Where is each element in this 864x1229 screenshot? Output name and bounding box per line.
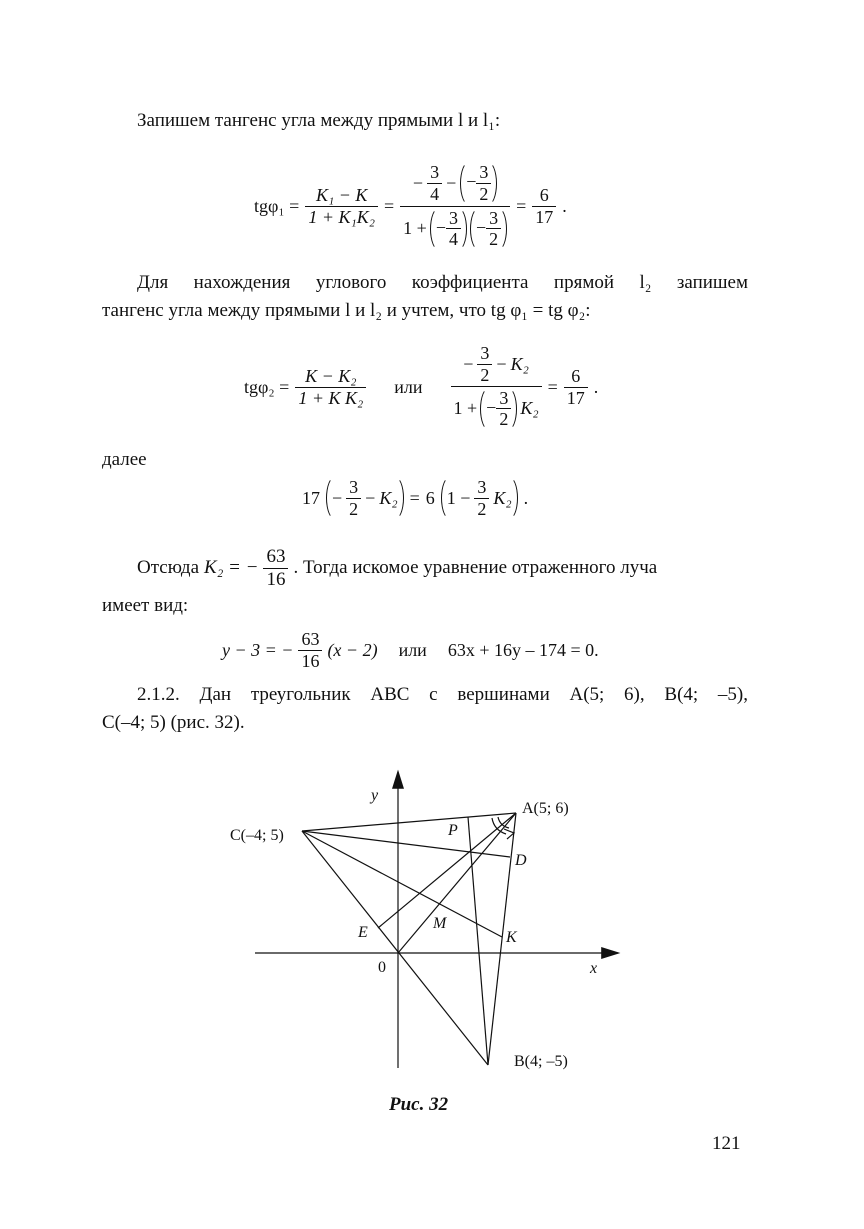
paragraph-2-line-1-text: Для нахождения углового коэффициента прямой l₂ запишем bbox=[137, 272, 748, 293]
equation-3: 17 − $\frac{3}{2}$ − K₂ = 6 1 − $\frac{3}{2}$ K₂ . bbox=[302, 476, 529, 519]
eq1-lhs: tgφ₁ = bbox=[254, 195, 300, 216]
eq4-num: 63 bbox=[301, 628, 320, 649]
equation-1: tgφ₁ = $\frac{\text{K₁ − K}}{\text{1 + K₁K₂}}$ = − $\frac{3}{4}$ − − $\frac{3}{2}$ 1 + − $\frac{3}{4}$ − $\frac{3}{2}$ = $\frac{6}{17}$ . bbox=[254, 162, 567, 250]
paragraph-4-line-2-text: C(–4; 5) (рис. 32). bbox=[102, 712, 245, 733]
paragraph-3-den: 16 bbox=[266, 568, 286, 590]
paragraph-4-line-1-text: 2.1.2. Дан треугольник ABC с вершинами A(5; 6), B(4; –5), bbox=[137, 684, 748, 705]
eq4-ili: или bbox=[398, 639, 427, 660]
label-d: D bbox=[515, 852, 527, 869]
label-origin: 0 bbox=[378, 959, 386, 976]
eq1-b-num: 3 bbox=[479, 162, 489, 183]
eq1-result-den: 17 bbox=[535, 206, 554, 227]
eq4-rhs: (x − 2) bbox=[327, 639, 378, 660]
side-cb bbox=[302, 831, 488, 1065]
eq2-lhs: tgφ₂ = bbox=[244, 376, 290, 397]
dalee-label: далее bbox=[102, 449, 147, 470]
eq2-big-fraction: − $\frac{3}{2}$ − K₂ 1 + − $\frac{3}{2}$ K₂ bbox=[451, 343, 542, 431]
eq2-a-num: 3 bbox=[480, 343, 490, 364]
paragraph-2-line-2-text: тангенс угла между прямыми l и l₂ и учтем, что tg φ₁ = tg φ₂: bbox=[102, 300, 591, 321]
eq4-den: 16 bbox=[301, 650, 320, 671]
paragraph-1-text: Запишем тангенс угла между прямыми l и l₁: bbox=[137, 110, 501, 131]
eq1-num: K₁ − K bbox=[315, 184, 368, 205]
paragraph-3-k2: K₂ = − bbox=[204, 557, 259, 578]
label-a: A(5; 6) bbox=[522, 800, 569, 817]
eq2-result-den: 17 bbox=[566, 387, 585, 408]
label-y: y bbox=[371, 787, 379, 804]
eq3-b-num: 3 bbox=[477, 476, 487, 497]
equation-2: tgφ₂ = $\frac{\text{K − K₂}}{\text{1 + K K₂}}$ или − $\frac{3}{2}$ − K₂ 1 + − $\frac{3}{2}$ K₂ = $\frac{6}{17}$ . bbox=[244, 343, 599, 430]
eq2-num: K − K₂ bbox=[305, 365, 357, 386]
figure-caption-text: Рис. 32 bbox=[389, 1094, 449, 1115]
paragraph-3-rest: . Тогда искомое уравнение отраженного луча bbox=[293, 557, 658, 578]
eq3-k2-b: K₂ bbox=[493, 487, 512, 508]
eq2-result-num: 6 bbox=[571, 365, 581, 386]
eq3-a-num: 3 bbox=[349, 476, 359, 497]
eq2-ili: или bbox=[394, 376, 423, 397]
side-ca bbox=[302, 813, 516, 831]
eq1-den: 1 + K₁K₂ bbox=[308, 206, 376, 227]
eq3-17: 17 bbox=[302, 487, 320, 508]
eq4-alt: 63x + 16y – 174 = 0. bbox=[447, 639, 599, 660]
eq1-b-den: 2 bbox=[479, 183, 489, 204]
eq1-big-fraction: − $\frac{3}{4}$ − − $\frac{3}{2}$ 1 + − $\frac{3}{4}$ − $\frac{3}{2}$ bbox=[400, 161, 510, 251]
label-b: B(4; –5) bbox=[514, 1053, 568, 1070]
paragraph-3-num: 63 bbox=[266, 545, 286, 567]
eq1-result-num: 6 bbox=[539, 184, 549, 205]
eq1-equals: = bbox=[384, 195, 395, 216]
eq3-k2-a: K₂ bbox=[379, 487, 398, 508]
label-p: P bbox=[448, 822, 458, 839]
eq4-lhs: y − 3 = − bbox=[222, 639, 294, 660]
eq2-b-den: 2 bbox=[499, 409, 509, 430]
eq3-6: 6 bbox=[425, 487, 435, 508]
page-number bbox=[712, 1133, 741, 1155]
figure-caption bbox=[389, 1094, 448, 1116]
page-number-text: 121 bbox=[712, 1133, 741, 1154]
label-m: M bbox=[433, 915, 447, 932]
eq2-den: 1 + K K₂ bbox=[298, 387, 364, 408]
eq1-d-num: 3 bbox=[489, 207, 499, 228]
label-k: K bbox=[506, 929, 517, 946]
label-c: C(–4; 5) bbox=[230, 827, 284, 844]
eq2-k2-b: K₂ bbox=[520, 398, 539, 419]
line-ck bbox=[302, 831, 502, 937]
paragraph-3-otsyuda: Отсюда bbox=[137, 557, 200, 578]
label-x: x bbox=[590, 960, 598, 977]
eq3-b-den: 2 bbox=[477, 498, 487, 519]
paragraph-3-line-2-text: имеет вид: bbox=[102, 595, 189, 616]
eq1-equals-2: = bbox=[516, 195, 527, 216]
eq1-d-den: 2 bbox=[489, 229, 499, 250]
eq1-c-den: 4 bbox=[448, 229, 458, 250]
eq2-a-den: 2 bbox=[480, 364, 490, 385]
eq1-a-num: 3 bbox=[430, 162, 440, 183]
line-ea bbox=[378, 813, 516, 928]
eq1-c-num: 3 bbox=[448, 207, 458, 228]
eq1-den-one: 1 + bbox=[403, 218, 427, 239]
eq2-k2-a: K₂ bbox=[510, 353, 529, 374]
eq3-a-den: 2 bbox=[349, 498, 359, 519]
label-e: E bbox=[358, 924, 368, 941]
eq1-a-den: 4 bbox=[430, 183, 440, 204]
eq2-b-num: 3 bbox=[499, 387, 509, 408]
